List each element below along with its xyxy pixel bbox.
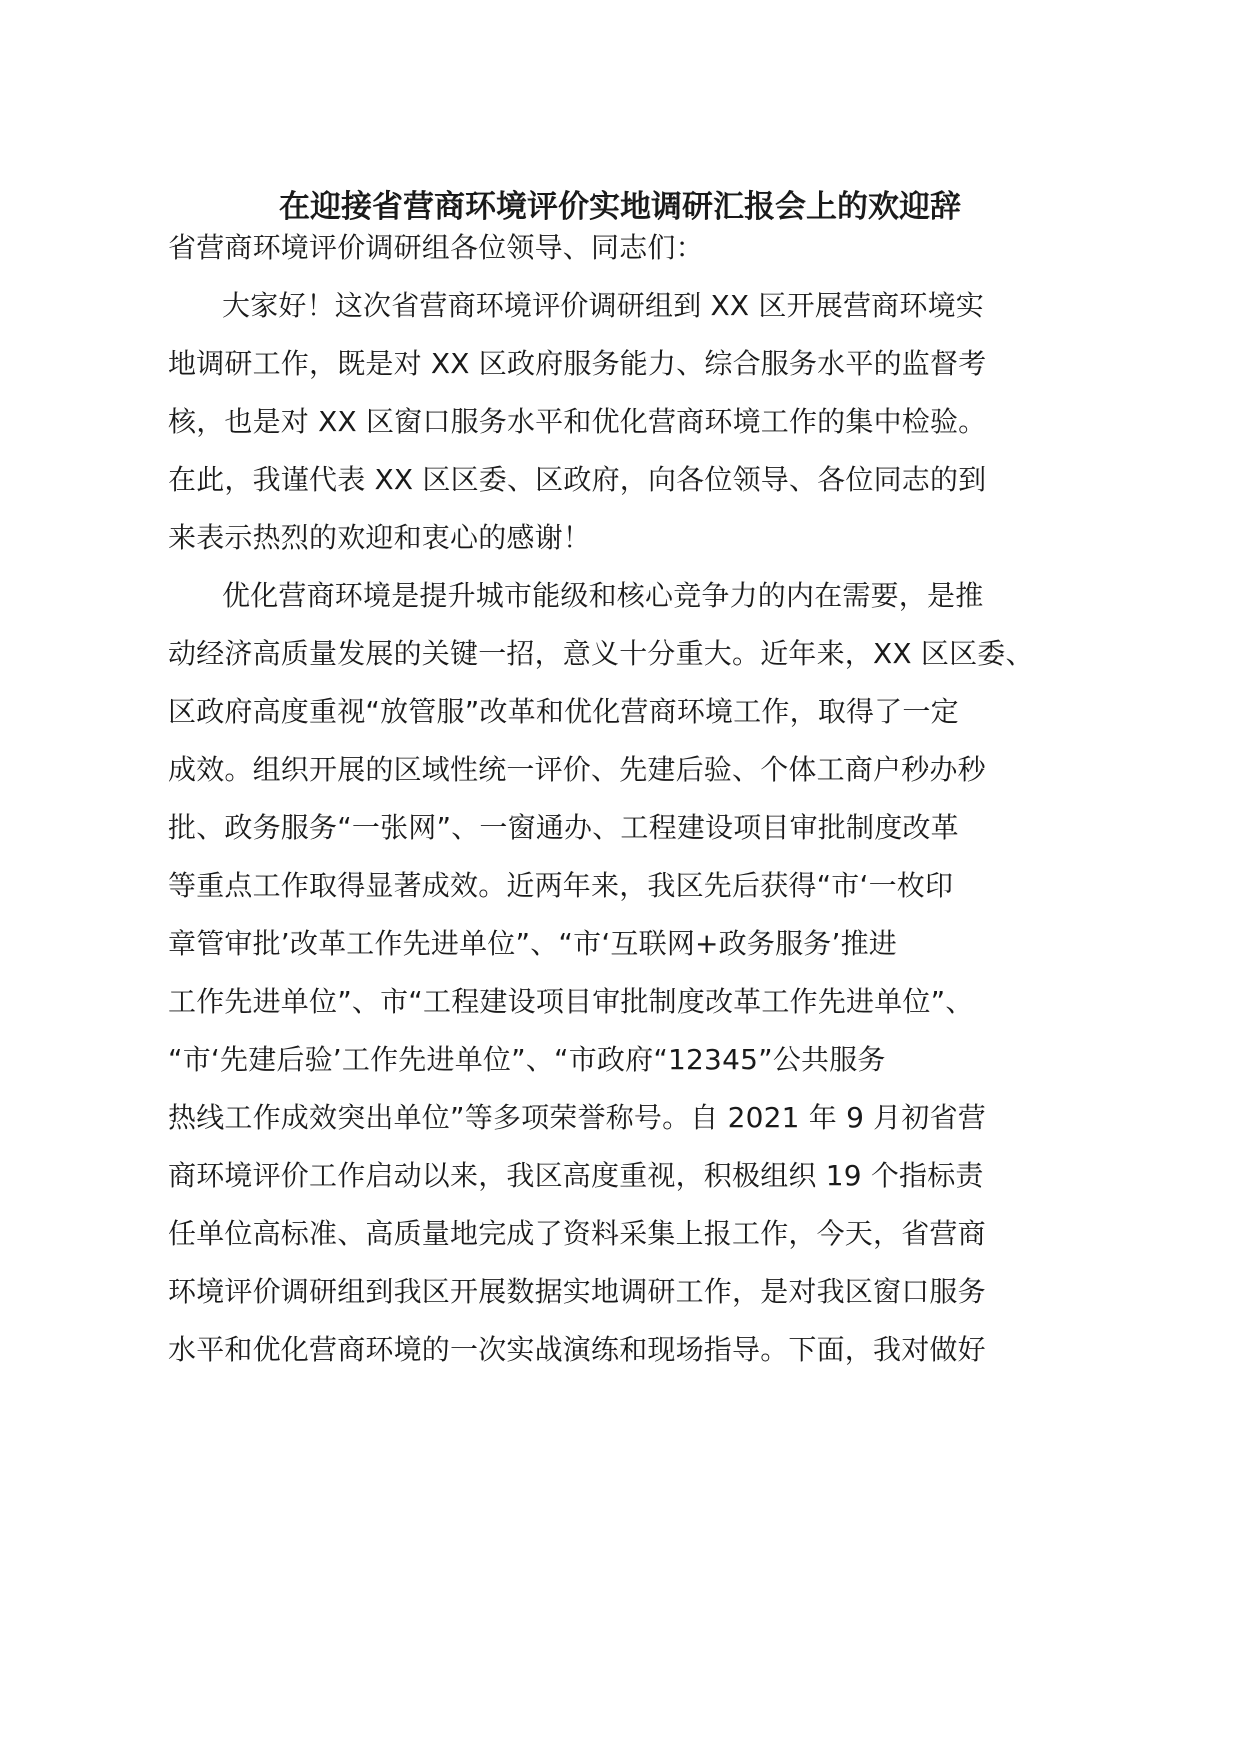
paragraph-line: 商环境评价工作启动以来，我区高度重视，积极组织 19 个指标责 bbox=[168, 1159, 984, 1192]
paragraph-line: 在此，我谨代表 XX 区区委、区政府，向各位领导、各位同志的到 bbox=[168, 463, 987, 496]
paragraph-line: 成效。组织开展的区域性统一评价、先建后验、个体工商户秒办秒 bbox=[168, 753, 986, 786]
paragraph-line: 地调研工作，既是对 XX 区政府服务能力、综合服务水平的监督考 bbox=[168, 347, 987, 380]
paragraph-line: “市‘先建后验’工作先进单位”、“市政府“12345”公共服务 bbox=[168, 1043, 886, 1076]
document-title: 在迎接省营商环境评价实地调研汇报会上的欢迎辞 bbox=[279, 189, 961, 225]
salutation: 省营商环境评价调研组各位领导、同志们： bbox=[168, 231, 704, 264]
paragraph-line: 章管审批’改革工作先进单位”、“市‘互联网+政务服务’推进 bbox=[168, 927, 897, 960]
paragraph-line: 核，也是对 XX 区窗口服务水平和优化营商环境工作的集中检验。 bbox=[168, 405, 987, 438]
paragraph-line: 区政府高度重视“放管服”改革和优化营商环境工作，取得了一定 bbox=[168, 695, 959, 728]
paragraph-line: 来表示热烈的欢迎和衷心的感谢！ bbox=[168, 521, 592, 554]
paragraph-line: 任单位高标准、高质量地完成了资料采集上报工作，今天，省营商 bbox=[168, 1217, 986, 1250]
paragraph-line: 批、政务服务“一张网”、一窗通办、工程建设项目审批制度改革 bbox=[168, 811, 959, 844]
paragraph-line: 动经济高质量发展的关键一招，意义十分重大。近年来，XX 区区委、 bbox=[168, 637, 1034, 670]
paragraph-line: 大家好！这次省营商环境评价调研组到 XX 区开展营商环境实 bbox=[222, 289, 984, 322]
paragraph-line: 环境评价调研组到我区开展数据实地调研工作，是对我区窗口服务 bbox=[168, 1275, 986, 1308]
paragraph-line: 等重点工作取得显著成效。近两年来，我区先后获得“市‘一枚印 bbox=[168, 869, 954, 902]
paragraph-line: 水平和优化营商环境的一次实战演练和现场指导。下面，我对做好 bbox=[168, 1333, 986, 1366]
paragraph-line: 优化营商环境是提升城市能级和核心竞争力的内在需要，是推 bbox=[222, 579, 984, 612]
paragraph-line: 工作先进单位”、市“工程建设项目审批制度改革工作先进单位”、 bbox=[168, 985, 974, 1018]
paragraph-line: 热线工作成效突出单位”等多项荣誉称号。自 2021 年 9 月初省营 bbox=[168, 1101, 986, 1134]
